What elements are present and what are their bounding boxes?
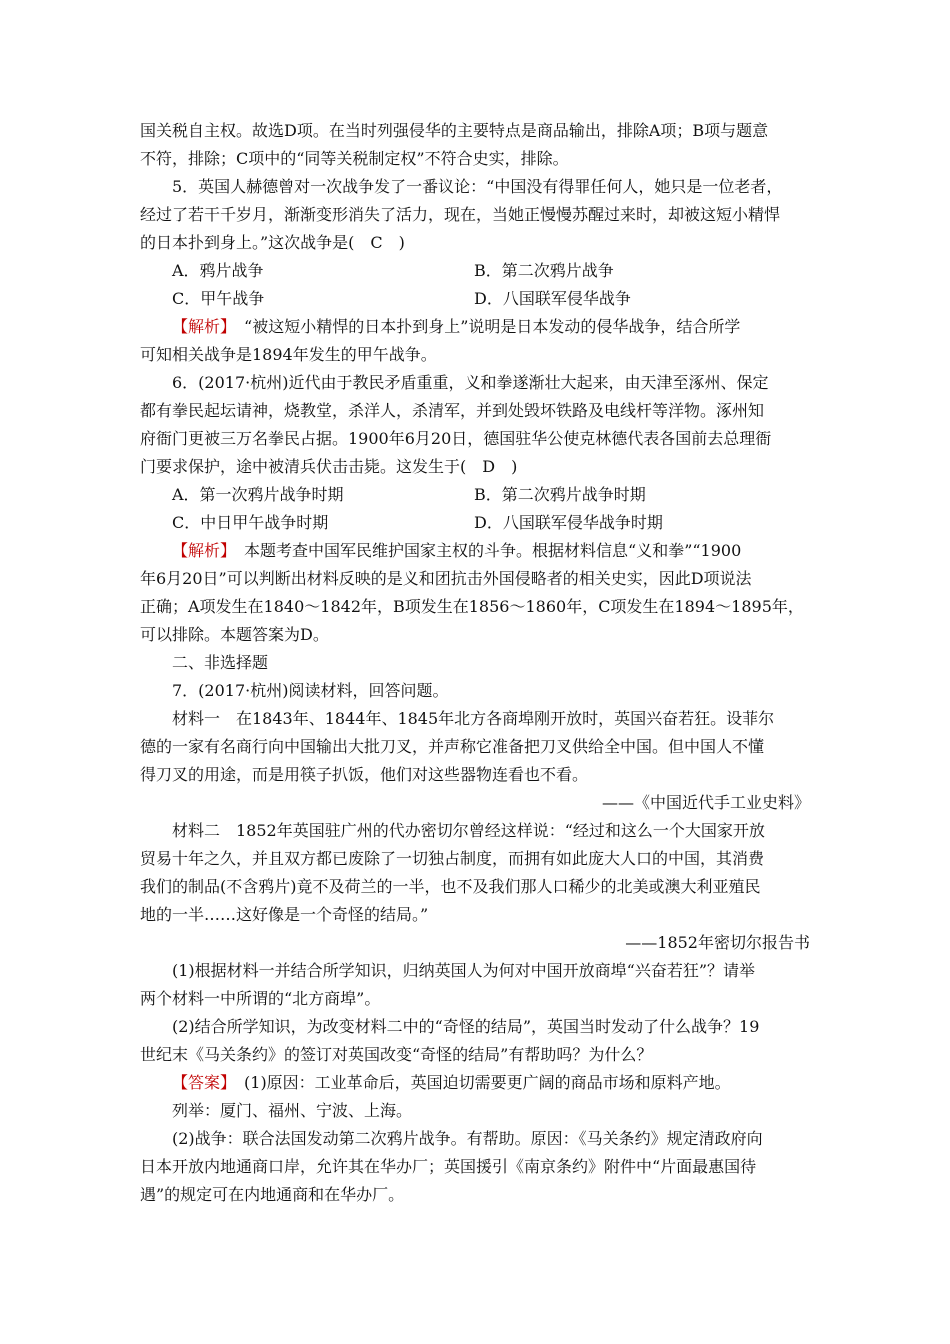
material-1: 材料一 在1843年、1844年、1845年北方各商埠刚开放时，英国兴奋若狂。设菲尔 — [172, 709, 775, 728]
analysis-tag: 【解析】 — [172, 541, 229, 560]
q6-option-d: D．八国联军侵华战争时期 — [474, 513, 663, 532]
sub-question-1: (1)根据材料一并结合所学知识，归纳英国人为何对中国开放商埠“兴奋若狂”？请举 — [172, 961, 756, 980]
text-line: 列举：厦门、福州、宁波、上海。 — [172, 1101, 413, 1120]
text-line: 不符，排除；C项中的“同等关税制定权”不符合史实，排除。 — [140, 149, 569, 168]
question-7: 7．(2017·杭州)阅读材料，回答问题。 — [172, 681, 449, 700]
text-line: 贸易十年之久，并且双方都已废除了一切独占制度，而拥有如此庞大人口的中国，其消费 — [140, 849, 765, 868]
sub-question-2: (2)结合所学知识，为改变材料二中的“奇怪的结局”，英国当时发动了什么战争？19 — [172, 1017, 760, 1036]
q5-analysis — [172, 317, 740, 337]
text-line: 可以排除。本题答案为D。 — [140, 625, 329, 644]
text-line: 可知相关战争是1894年发生的甲午战争。 — [140, 345, 437, 364]
text-line: 地的一半……这好像是一个奇怪的结局。” — [140, 905, 429, 924]
text-line: 遇”的规定可在内地通商和在华办厂。 — [140, 1185, 405, 1204]
text-line: 得刀叉的用途，而是用筷子扒饭，他们对这些器物连看也不看。 — [140, 765, 589, 784]
q6-option-b: B．第二次鸦片战争时期 — [474, 485, 646, 504]
text-line: 正确；A项发生在1840～1842年，B项发生在1856～1860年，C项发生在1894～1895年， — [140, 597, 804, 616]
text-line: 经过了若干千岁月，渐渐变形消失了活力，现在，当她正慢慢苏醒过来时，却被这短小精悍 — [140, 205, 781, 224]
text-line: 门要求保护，途中被清兵伏击击毙。这发生于( D ) — [140, 457, 518, 476]
text-line: 年6月20日”可以判断出材料反映的是义和团抗击外国侵略者的相关史实，因此D项说法 — [140, 569, 752, 588]
text-line: 我们的制品(不含鸦片)竟不及荷兰的一半，也不及我们那人口稀少的北美或澳大利亚殖民 — [140, 877, 761, 896]
material-1-source: ——《中国近代手工业史料》 — [601, 793, 810, 812]
q5-option-a: A．鸦片战争 — [172, 261, 264, 280]
text-line: 两个材料一中所谓的“北方商埠”。 — [140, 989, 381, 1008]
text-line: 的日本扑到身上。”这次战争是( C ) — [140, 233, 405, 252]
analysis-text: “被这短小精悍的日本扑到身上”说明是日本发动的侵华战争，结合所学 — [228, 317, 741, 336]
text-line: 都有拳民起坛请神，烧教堂，杀洋人，杀清军，并到处毁坏铁路及电线杆等洋物。涿州知 — [140, 401, 765, 420]
q5-option-d: D．八国联军侵华战争 — [474, 289, 631, 308]
material-2: 材料二 1852年英国驻广州的代办密切尔曾经这样说：“经过和这么一个大国家开放 — [172, 821, 765, 840]
question-6: 6．(2017·杭州)近代由于教民矛盾重重，义和拳遂渐壮大起来，由天津至涿州、保定 — [172, 373, 769, 392]
q5-option-c: C．甲午战争 — [172, 289, 265, 308]
q6-option-c: C．中日甲午战争时期 — [172, 513, 329, 532]
analysis-tag: 【解析】 — [172, 317, 229, 336]
material-2-source: ——1852年密切尔报告书 — [625, 933, 810, 952]
question-5: 5．英国人赫德曾对一次战争发了一番议论：“中国没有得罪任何人，她只是一位老者， — [172, 177, 783, 196]
answer-text: (1)原因：工业革命后，英国迫切需要更广阔的商品市场和原料产地。 — [228, 1073, 731, 1092]
q6-analysis — [172, 541, 741, 561]
section-heading: 二、非选择题 — [172, 653, 269, 672]
q5-option-b: B．第二次鸦片战争 — [474, 261, 614, 280]
q7-answer — [172, 1073, 731, 1093]
text-line: 德的一家有名商行向中国输出大批刀叉，并声称它准备把刀叉供给全中国。但中国人不懂 — [140, 737, 765, 756]
answer-tag: 【答案】 — [172, 1073, 229, 1092]
q6-option-a: A．第一次鸦片战争时期 — [172, 485, 344, 504]
text-line: 国关税自主权。故选D项。在当时列强侵华的主要特点是商品输出，排除A项；B项与题意 — [140, 121, 769, 140]
text-line: 世纪末《马关条约》的签订对英国改变“奇怪的结局”有帮助吗？为什么？ — [140, 1045, 653, 1064]
analysis-text: 本题考查中国军民维护国家主权的斗争。根据材料信息“义和拳”“1900 — [228, 541, 742, 560]
text-line: 日本开放内地通商口岸，允许其在华办厂；英国援引《南京条约》附件中“片面最惠国待 — [140, 1157, 757, 1176]
text-line: 府衙门更被三万名拳民占据。1900年6月20日，德国驻华公使克林德代表各国前去总理衙 — [140, 429, 772, 448]
text-line: (2)战争：联合法国发动第二次鸦片战争。有帮助。原因：《马关条约》规定清政府向 — [172, 1129, 763, 1148]
